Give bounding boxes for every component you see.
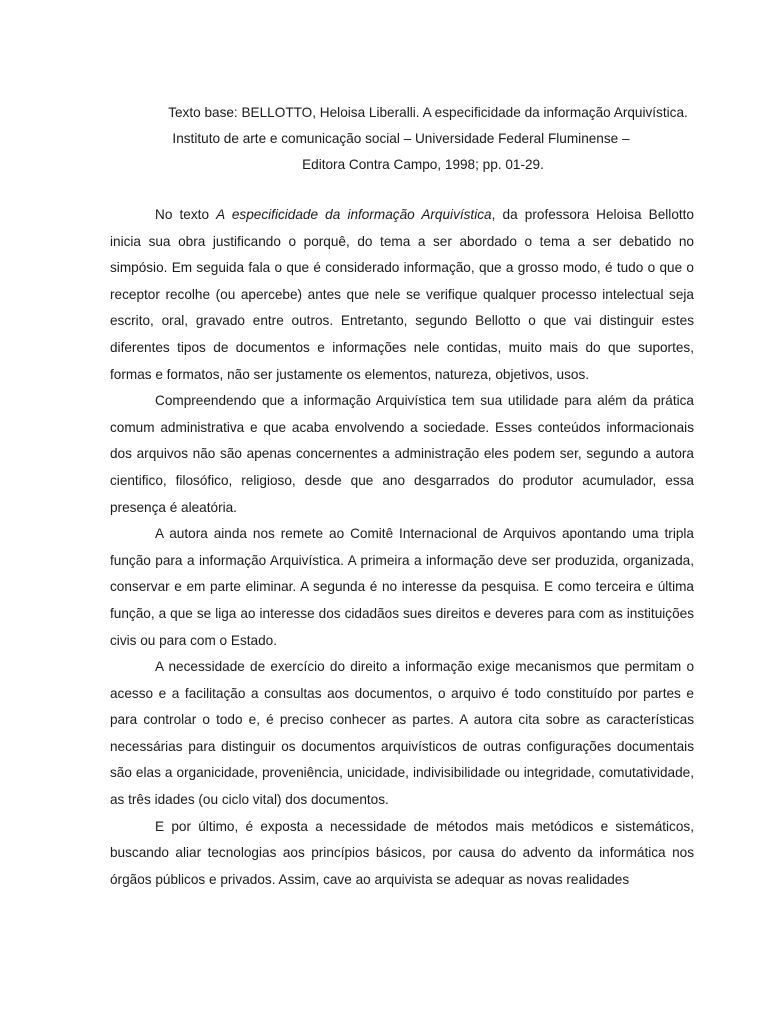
paragraph-5: E por último, é exposta a necessidade de métodos mais metódicos e sistemáticos, buscando aliar tecnologias aos princípios básicos, por causa do advento da informática nos órgãos públicos e privados. Assim, cave ao arquivista se adequar as novas realidades	[110, 818, 694, 887]
work-title: A especificidade da informação Arquivística	[216, 207, 492, 222]
paragraph-1-start: No texto	[155, 207, 217, 222]
paragraph-4: A necessidade de exercício do direito a informação exige mecanismos que permitam o acesso e a facilitação a consultas aos documentos, o arquivo é todo constituído por partes e para controlar o todo e, é preciso conhecer as partes. A autora cita sobre as características necessárias para distinguir os documentos arquivísticos de outras configurações documentais são elas a organicidade, proveniência, unicidade, indivisibilidade ou integridade, comutatividade, as três idades (ou ciclo vital) dos documentos.	[110, 659, 694, 808]
page-content	[110, 100, 694, 893]
reference-line-2: Instituto de arte e comunicação social – Universidade Federal Fluminense –	[172, 131, 630, 146]
paragraph-3: A autora ainda nos remete ao Comitê Internacional de Arquivos apontando uma tripla função para a informação Arquivística. A primeira a informação deve ser produzida, organizada, conservar e em parte eliminar. A segunda é no interesse da pesquisa. E como terceira e última função, a que se liga ao interesse dos cidadãos sues direitos e deveres para com as instituições civis ou para com o Estado.	[110, 526, 694, 648]
reference-line-1: Texto base: BELLOTTO, Heloisa Liberalli. A especificidade da informação Arquivística.	[168, 105, 688, 120]
paragraph-1-rest: , da professora Heloisa Bellotto inicia sua obra justificando o porquê, do tema a ser abordado o tema a ser debatido no simpósio. Em seguida fala o que é considerado informação, que a grosso modo, é tudo o que o receptor recolhe (ou apercebe) antes que nele se verifique qualquer processo intelectual seja escrito, oral, gravado entre outros. Entretanto, segundo Bellotto o que vai distinguir estes diferentes tipos de documentos e informações nele contidas, muito mais do que suportes, formas e formatos, não ser justamente os elementos, natureza, objetivos, usos.	[110, 207, 694, 382]
reference-line-3: Editora Contra Campo, 1998; pp. 01-29.	[302, 157, 544, 172]
reference-header	[110, 100, 694, 178]
paragraph-1	[110, 202, 694, 388]
paragraph-2: Compreendendo que a informação Arquivística tem sua utilidade para além da prática comum administrativa e que acaba envolvendo a sociedade. Esses conteúdos informacionais dos arquivos não são apenas concernentes a administração eles podem ser, segundo a autora cientifico, filosófico, religioso, desde que ano desgarrados do produtor acumulador, essa presença é aleatória.	[110, 393, 694, 515]
